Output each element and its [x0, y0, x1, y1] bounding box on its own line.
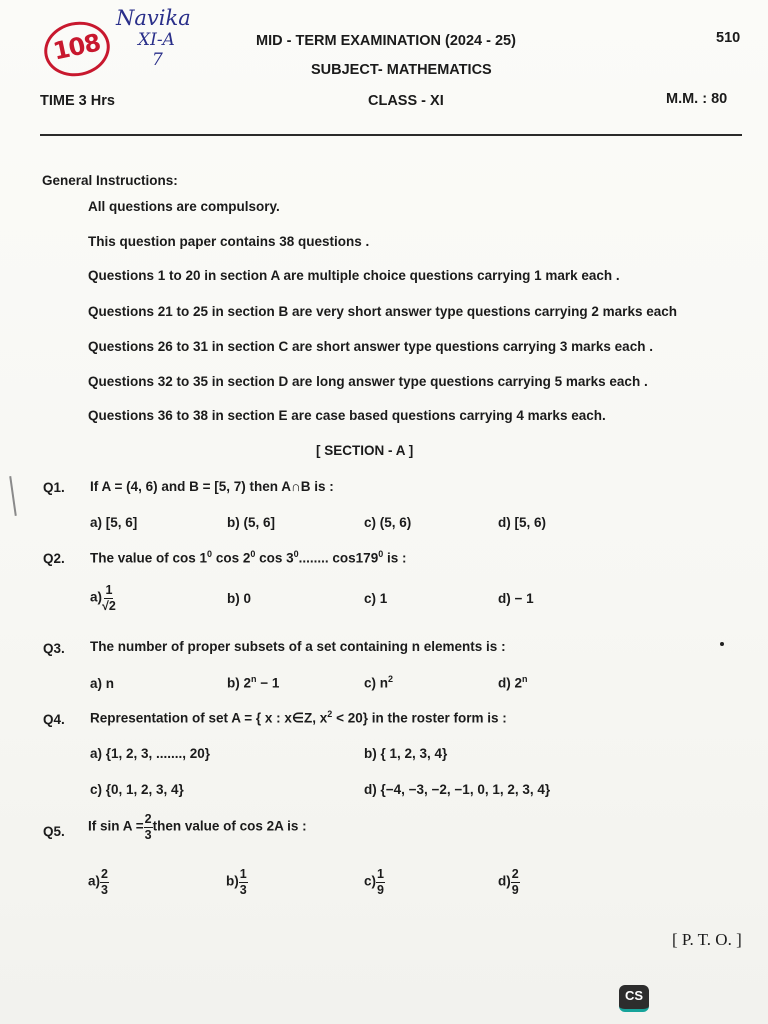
- question-text: [90, 709, 507, 727]
- option-a: [90, 584, 116, 612]
- option-c: [364, 674, 393, 691]
- option-label: a): [90, 589, 103, 605]
- student-class: XI-A: [138, 30, 175, 50]
- fraction-denominator: 9: [377, 882, 384, 897]
- option-label: a): [88, 873, 101, 889]
- exponent: n: [251, 674, 257, 684]
- option-d: [498, 674, 528, 691]
- exponent: 2: [327, 709, 333, 719]
- stamp-text: 108: [50, 28, 103, 66]
- instruction-item: Questions 21 to 25 in section B are very short answer type questions carrying 2 marks each: [88, 304, 677, 319]
- degree-sup: 0: [378, 549, 384, 559]
- option-c: c) {0, 1, 2, 3, 4}: [90, 782, 184, 797]
- option-a: a) [5, 6]: [90, 515, 138, 530]
- fraction-denominator: 9: [511, 882, 519, 897]
- exponent: n: [522, 674, 528, 684]
- question-number: Q5.: [43, 824, 65, 839]
- fraction: [102, 584, 116, 612]
- option-a: [88, 868, 109, 896]
- option-b: b) { 1, 2, 3, 4}: [364, 746, 448, 761]
- question-number: Q1.: [43, 480, 65, 495]
- instructions-heading: General Instructions:: [42, 173, 178, 188]
- question-text: [90, 549, 406, 566]
- fraction-denominator: 3: [239, 882, 247, 897]
- fraction-numerator: 1: [377, 867, 384, 881]
- fraction-numerator: 2: [144, 812, 152, 826]
- option-c: c) (5, 6): [364, 515, 412, 530]
- paper-code: 510: [716, 30, 741, 46]
- time-label: TIME 3 Hrs: [40, 93, 115, 109]
- question-text: If A = (4, 6) and B = [5, 7) then A∩B is :: [90, 479, 334, 494]
- degree-sup: 0: [207, 549, 213, 559]
- fraction-numerator: 2: [511, 867, 519, 881]
- instruction-item: Questions 36 to 38 in section E are case based questions carrying 4 marks each.: [88, 408, 606, 423]
- student-roll: 7: [152, 50, 163, 70]
- subject-title: SUBJECT- MATHEMATICS: [311, 62, 492, 78]
- option-b: [226, 868, 248, 896]
- option-d: [498, 868, 520, 896]
- text-part: cos 2: [212, 550, 251, 566]
- max-marks: M.M. : 80: [666, 91, 728, 107]
- text-part: If sin A =: [88, 818, 144, 834]
- question-text: [88, 813, 307, 841]
- fraction-denominator: √2: [102, 598, 116, 613]
- option-label: b): [226, 873, 239, 889]
- question-text: The number of proper subsets of a set containing n elements is :: [90, 639, 506, 654]
- option-d: d) [5, 6): [498, 515, 547, 530]
- ink-dot: [720, 642, 724, 646]
- text-part: − 1: [256, 675, 280, 691]
- fraction: [144, 813, 153, 841]
- instruction-item: Questions 32 to 35 in section D are long answer type questions carrying 5 marks each .: [88, 374, 648, 389]
- instruction-item: Questions 26 to 31 in section C are short answer type questions carrying 3 marks each .: [88, 339, 653, 354]
- text-part: b) 2: [227, 675, 252, 691]
- student-name: Navika: [116, 6, 191, 30]
- option-c: [364, 868, 385, 896]
- question-number: Q2.: [43, 551, 65, 566]
- text-part: is :: [383, 550, 407, 566]
- fraction-numerator: 2: [101, 867, 108, 881]
- text-part: cos 3: [255, 550, 294, 566]
- instruction-item: All questions are compulsory.: [88, 199, 280, 214]
- option-a: a) n: [90, 676, 115, 691]
- option-label: d): [498, 873, 511, 889]
- degree-sup: 0: [250, 549, 256, 559]
- fraction-numerator: 1: [105, 583, 113, 597]
- fraction-denominator: 3: [101, 882, 108, 897]
- pto-label: [ P. T. O. ]: [672, 930, 742, 949]
- fraction: [100, 868, 109, 896]
- camscanner-logo: CS: [619, 985, 649, 1012]
- text-part: ........ cos179: [298, 550, 379, 566]
- option-a: a) {1, 2, 3, ......., 20}: [90, 746, 211, 761]
- instruction-item: Questions 1 to 20 in section A are multiple choice questions carrying 1 mark each .: [88, 268, 620, 283]
- fraction: [376, 868, 385, 896]
- option-b: [227, 674, 279, 691]
- fraction-numerator: 1: [239, 867, 247, 881]
- text-part: < 20} in the roster form is :: [332, 710, 507, 726]
- option-c: c) 1: [364, 591, 388, 606]
- exam-title: MID - TERM EXAMINATION (2024 - 25): [256, 33, 516, 49]
- section-heading: [ SECTION - A ]: [316, 443, 414, 458]
- option-b: b) (5, 6]: [227, 515, 276, 530]
- text-part: d) 2: [498, 675, 523, 691]
- text-part: c) n: [364, 675, 389, 691]
- option-label: c): [364, 873, 377, 889]
- fraction-denominator: 3: [144, 827, 152, 842]
- option-b: b) 0: [227, 591, 252, 606]
- option-d: d) − 1: [498, 591, 534, 606]
- option-d: d) {−4, −3, −2, −1, 0, 1, 2, 3, 4}: [364, 782, 551, 797]
- class-label: CLASS - XI: [368, 93, 444, 109]
- degree-sup: 0: [293, 549, 299, 559]
- question-number: Q4.: [43, 712, 65, 727]
- fraction: [511, 868, 520, 896]
- fraction: [239, 868, 248, 896]
- text-part: then value of cos 2A is :: [152, 818, 307, 834]
- text-part: The value of cos 1: [90, 550, 208, 566]
- exponent: 2: [388, 674, 394, 684]
- instruction-item: This question paper contains 38 questions .: [88, 234, 370, 249]
- header-rule: [40, 134, 742, 136]
- text-part: Representation of set A = { x : x∈Z, x: [90, 710, 328, 726]
- question-number: Q3.: [43, 641, 65, 656]
